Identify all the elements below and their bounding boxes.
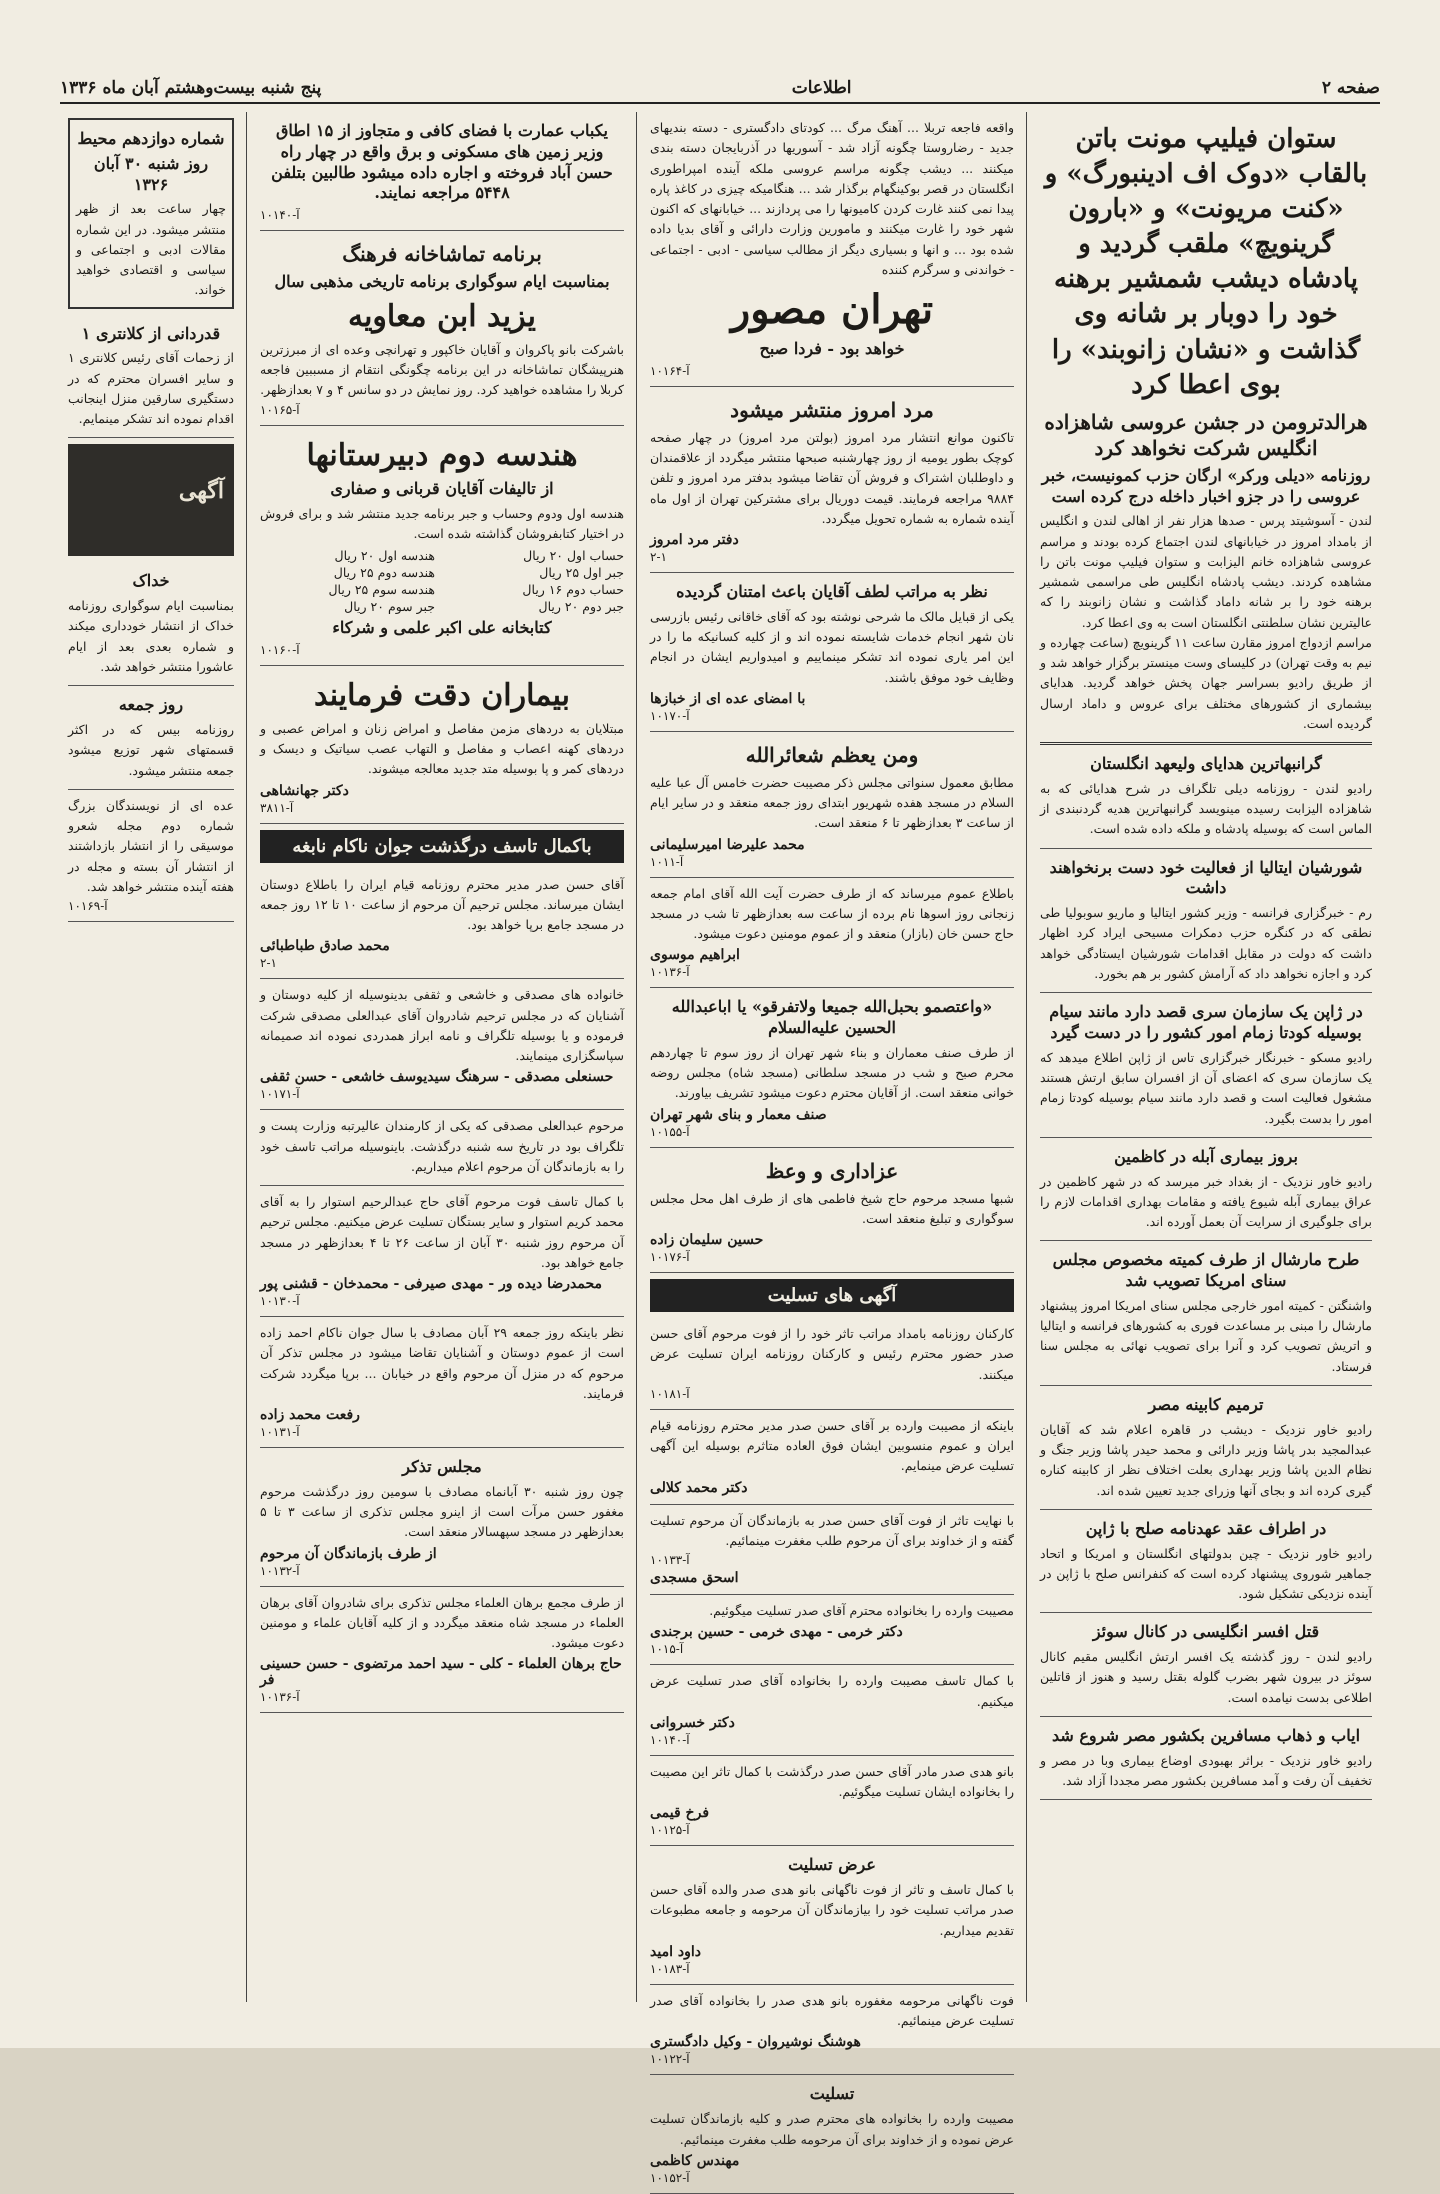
column-3 xyxy=(252,112,632,2002)
notice-headline: قدردانی از کلانتری ۱ xyxy=(81,323,221,343)
article-headline: بروز بیماری آبله در کاظمین xyxy=(1114,1146,1298,1166)
price-item: حساب اول ۲۰ ریال xyxy=(523,548,624,564)
obituary xyxy=(260,1587,624,1714)
article-body: رادیو خاور نزدیک - چین بدولتهای انگلستان و امریکا و اتحاد جماهیر شوروی پیشنهاد کرده است که کنفرانس صلح با ژاپن در آینده نزدیکی تشکیل شود. xyxy=(1040,1545,1372,1602)
ad-code: آ-۱۰۱۳۲ xyxy=(260,1563,300,1578)
price-item: جبر سوم ۲۰ ریال xyxy=(344,599,435,615)
condolence-heading: تسلیت xyxy=(809,2084,855,2104)
condolence xyxy=(650,1505,1014,1596)
notice-signature: محمد علیرضا امیرسلیمانی xyxy=(650,836,805,853)
book-ad xyxy=(260,426,624,666)
notice-body: از زحمات آقای رئیس کلانتری ۱ و سایر افسران محترم که در دستگیری سارقین منزل اینجانب اقدام نموده اند تشکر مینمایم. xyxy=(68,350,234,427)
notice xyxy=(68,686,234,790)
obituary xyxy=(260,1317,624,1448)
issue-date: پنج شنبه بیست‌وهشتم آبان ماه ۱۳۳۶ xyxy=(60,78,322,98)
notice xyxy=(650,387,1014,573)
theater-ad xyxy=(260,231,624,426)
ad-code: آ-۱۰۱۴۰ xyxy=(650,1732,690,1747)
condolence-signature: دکتر خرمی - مهدی خرمی - حسین برجندی xyxy=(650,1624,903,1641)
notice xyxy=(650,573,1014,732)
book-body: هندسه اول ودوم وحساب و جبر برنامه جدید منتشر شد و برای فروش در اختیار کتابفروشان گذاشته شده است. xyxy=(260,505,624,541)
notice-signature: صنف معمار و بنای شهر تهران xyxy=(650,1106,827,1123)
obituary-banner: باکمال تاسف درگذشت جوان ناکام نابغه xyxy=(260,830,624,863)
medical-ad xyxy=(260,666,624,824)
article-headline: قتل افسر انگلیسی در کانال سوئز xyxy=(1092,1622,1320,1642)
notice-body: عده ای از نویسندگان بزرگ شماره دوم مجله شعرو موسیقی را از انتشار بازداشتند از انتشار آن بسته و مجله در هفته آینده منتشر خواهد شد. xyxy=(68,797,234,894)
condolence-signature: دکتر خسروانی xyxy=(650,1714,735,1731)
article-body: رادیو مسکو - خبرنگار خبرگزاری تاس از ژاپن اطلاع میدهد که یک سازمان سری که اعضای آن از افسران سابق ارتش هستند مشغول فعالیت است و قصد دارد مانند سیام بوسیله کودتا زمام امور را بدست بگیرد. xyxy=(1040,1049,1372,1126)
ad-code: آ-۱۰۱۳۰ xyxy=(260,1294,300,1309)
price-item: جبر دوم ۲۰ ریال xyxy=(538,599,624,615)
condolence-signature: مهندس کاظمی xyxy=(650,2152,740,2169)
ad-code: آ-۱۰۱۷۶ xyxy=(650,1250,690,1265)
condolence-body: با نهایت تاثر از فوت آقای حسن صدر به بازماندگان آن مرحوم تسلیت گفته و از خداوند برای آن مرحوم طلب مغفرت مینمائیم. xyxy=(650,1512,1014,1548)
obituary-signature: محمدرضا دیده ور - مهدی صیرفی - محمدخان - قشنی پور xyxy=(260,1276,603,1293)
notice-body: شبها مسجد مرحوم حاج شیخ فاطمی های از طرف اهل محل مجلس سوگواری و تبلیغ منعقد است. xyxy=(650,1190,1014,1226)
condolence xyxy=(650,2075,1014,2193)
masthead xyxy=(60,58,1380,104)
article xyxy=(1040,1386,1372,1510)
column-1 xyxy=(1032,112,1380,2002)
condolence-body: باینکه از مصیبت وارده بر آقای حسن صدر مدیر محترم روزنامه قیام ایران و عموم منسوبین ایشان فوق العاده متاثرم بوسیله این آگهی تسلیت عرض مینمایم. xyxy=(650,1417,1014,1474)
ad-code: آ-۱۰۱۶۹ xyxy=(68,899,108,914)
ad-code: آ-۱۰۱۸۳ xyxy=(650,1961,690,1976)
notice-body: یکی از قبایل مالک ما شرحی نوشته بود که آقای خاقانی رئیس بازرسی نان شهر انجام خدمات شایسته نموده اند و از کلیه کسانیکه ما را در این امر یاری نموده اند تشکر مینماییم و امیدواریم ایشان در انجام وظایف خود موفق باشند. xyxy=(650,608,1014,685)
ad-code: آ-۱۰۱۳۶ xyxy=(260,1690,300,1705)
notice-body: تاکنون موانع انتشار مرد امروز (بولتن مرد امروز) در چهار صفحه کوچک بطور یومیه از روز چهارشنبه صبحها منتشر میگردد از علاقمندان و داوطلبان اشتراک و فروش آن تقاضا میشود بدفتر مرد امروز و تلفن ۹۸۸۴ مراجعه فرمایند. قیمت دوریال برای مشترکین تهران از اول ماه آینده شماره به شماره تحویل میگردد. xyxy=(650,429,1014,526)
notice-body: از طرف صنف معماران و بناء شهر تهران از روز سوم تا چهاردهم محرم صبح و شب در مسجد سلطانی (مسجد شاه) مجلس روضه خوانی منعقد است. از آقایان محترم دعوت میشود تشریف بیاورند. xyxy=(650,1044,1014,1101)
tehran-mosavar-tag: خواهد بود - فردا صبح xyxy=(759,339,905,358)
condolence-heading: آگهی های تسلیت xyxy=(650,1279,1014,1312)
medical-headline: بیماران دقت فرمایند xyxy=(313,677,571,713)
condolence xyxy=(650,1595,1014,1665)
ad-code: ۲-۱ xyxy=(260,956,277,971)
notice-signature: ابراهیم موسوی xyxy=(650,947,740,964)
lead-body: مراسم ازدواج امروز مقارن ساعت ۱۱ گرینویچ (ساعت چهارده و نیم به وقت تهران) در کلیسای وست مینستر برگزار خواهد شد و از طریق رادیو بسراسر جهان پخش خواهد گردید. هدایای بیشماری از کشورهای مختلف برای عروس و داماد ارسال گردیده است. xyxy=(1040,634,1373,731)
condolence-body: با کمال تاسف مصیبت وارده را بخانواده آقای صدر تسلیت عرض میکنیم. xyxy=(650,1673,1014,1709)
theater-body: باشرکت بانو پاکروان و آقایان خاکپور و تهرانچی وعده ای از مبرزترین هنرپیشگان تماشاخانه در این برنامه چگونگی انتقام از مسببین فاجعه کربلا را مشاهده خواهید کرد. روز نمایش در دو سانس ۴ و ۷ بعدازظهر. xyxy=(260,341,624,398)
notice xyxy=(650,988,1014,1147)
page-number: صفحه ۲ xyxy=(1321,78,1380,98)
image-caption: آگهی xyxy=(178,478,224,505)
notice-headline: روز جمعه xyxy=(118,695,184,715)
notice-headline: نظر به مراتب لطف آقایان باعث امتنان گردیده xyxy=(676,582,988,602)
obituary-body: با کمال تاسف فوت مرحوم آقای حاج عبدالرحیم استوار را به آقای محمد کریم استوار و سایر بستگان تسلیت عرض میکنیم. مجلس ترحیم آن مرحوم روز شنبه ۳۰ آبان از ساعت ۲۶ تا ۴ بعدازظهر در مسجد جامع خواهد بود. xyxy=(260,1194,625,1270)
notice-signature: دفتر مرد امروز xyxy=(650,532,739,549)
book-authors: از تالیفات آقایان قربانی و صفاری xyxy=(330,478,554,498)
article-headline: گرانبهاترین هدایای ولیعهد انگلستان xyxy=(1090,754,1322,774)
condolence-body: مصیبت وارده را بخانواده محترم آقای صدر تسلیت میگوئیم. xyxy=(709,1603,1014,1619)
condolence-signature: داود امید xyxy=(650,1943,701,1960)
contents-list: واقعه فاجعه تربلا ... آهنگ مرگ ... کودتای دادگستری - دسته بندیهای جدید - رضاروستا چگونه آزاد شد - آسوریها در آذربایجان دسته بندی میکنند ... دیشب چگونه مراسم عروسی ملکه آینده امپراطوری انگلستان در قصر بوکینگهام برگذار شد ... هنگامیکه چیزی در کاغذ پاره پیدا نمی کنند غارت کردن کامیونها را می پردازند ... خیابانهای که اکنون شهر خود را غارت میکنند و مامورین وزارت دارائی و آقای بدیا داده شده بود ... و انها و بسیاری دیگر از مطالب سیاسی - ادبی - اجتماعی - خواندنی و سرگرم کننده xyxy=(650,120,1014,277)
obituary-body: چون روز شنبه ۳۰ آبانماه مصادف با سومین روز درگذشت مرحوم مغفور حسن مرآت است از اینرو مجلس تذکری از ساعت ۳ تا ۵ بعدازظهر در مسجد سپهسالار منعقد است. xyxy=(260,1483,625,1540)
price-item: هندسه سوم ۲۵ ریال xyxy=(328,582,435,598)
ad-code: آ-۱۰۱۶۴ xyxy=(650,363,690,378)
notice-headline: خداک xyxy=(132,571,170,591)
article-headline: شورشیان ایتالیا از فعالیت خود دست برنخواهند داشت xyxy=(1049,857,1363,898)
price-list xyxy=(260,548,624,614)
theater-title: یزید ابن معاویه xyxy=(347,298,536,334)
lead-subheadline: هرالدترومن در جشن عروسی شاهزاده انگلیس شرکت نخواهد کرد xyxy=(1044,409,1368,460)
column-rule xyxy=(1026,112,1027,2002)
obituary xyxy=(260,1448,624,1587)
column-rule xyxy=(636,112,637,2002)
obituary-body: نظر باینکه روز جمعه ۲۹ آبان مصادف با سال جوان ناکام احمد زاده است از عموم دوستان و آشنایان تقاضا میشود در مجلس تذکر آن مرحوم که در منزل آن مرحوم واقع در خیابان ... برپا میگردد شرکت فرمایند. xyxy=(260,1325,624,1401)
article-headline: در ژاپن یک سازمان سری قصد دارد مانند سیام بوسیله کودتا زمام امور کشور را در دست گیرد xyxy=(1049,1002,1363,1043)
condolence-body: بانو هدی صدر مادر آقای حسن صدر درگذشت با کمال تاثر این مصیبت را بخانواده ایشان تسلیت میگوئیم. xyxy=(650,1763,1014,1800)
article xyxy=(1040,993,1372,1138)
obituary-body: آقای حسن صدر مدیر محترم روزنامه قیام ایران را باطلاع دوستان ایشان میرساند. مجلس ترحیم آن مرحوم از ساعت ۱۰ تا ۱۲ روز جمعه در مسجد جامع برپا خواهد بود. xyxy=(260,876,625,933)
column-rule xyxy=(246,112,247,2002)
article xyxy=(1040,1138,1372,1242)
condolence-body: فوت ناگهانی مرحومه مغفوره بانو هدی صدر را بخانواده آقای صدر تسلیت عرض مینمائیم. xyxy=(650,1992,1014,2029)
notice-signature: با امضای عده ای از خبازها xyxy=(650,690,806,707)
condolence xyxy=(650,1318,1014,1410)
ad-code: آ-۱۰۱۳۱ xyxy=(260,1425,300,1440)
condolence-signature: دکتر محمد کلالی xyxy=(650,1479,748,1496)
article xyxy=(1040,1717,1372,1800)
ad-code: آ-۳۸۱۱ xyxy=(260,800,294,815)
theater-subheading: بمناسبت ایام سوگواری برنامه تاریخی مذهبی سال xyxy=(274,272,610,292)
condolence-body: کارکنان روزنامه بامداد مراتب تاثر خود را از فوت مرحوم آقای حسن صدر حضور محترم رئیس و کارکنان روزنامه ایران تسلیت عرض میکنند. xyxy=(650,1326,1014,1382)
notice-headline: «واعتصمو بحبل‌الله جمیعا ولاتفرقو» یا اباعبدالله الحسین علیه‌السلام xyxy=(671,997,993,1038)
condolence-signature: فرخ قیمی xyxy=(650,1805,710,1822)
real-estate-ad xyxy=(260,112,624,231)
lead-deck: روزنامه «دیلی ورکر» ارگان حزب کمونیست، خبر عروسی را در جزو اخبار داخله درج کرده است xyxy=(1041,465,1371,506)
ad-code: آ-۱۰۱۷۱ xyxy=(260,1087,300,1102)
obituary-heading: مجلس تذکر xyxy=(402,1457,482,1477)
lead-body: لندن - آسوشیتد پرس - صدها هزار نفر از اهالی لندن و انگلیس از بامداد امروز در خیابانهای لندن اجتماع کرده بودند و مراسم عروسی شاهزاده خانم الیزابت و ستوان فیلیپ مونت باتن را مشاهده کردند. دیشب پادشاه انگلیس طی مراسمی شمشیر برهنه خود را بر شانه داماد گذاشت و نشان زانوبند را که عالیترین نشان سلطنتی انگلستان است به وی اعطا کرد. xyxy=(1040,513,1372,630)
ad-code: آ-۱۰۱۵۲ xyxy=(650,2170,690,2185)
obituary xyxy=(260,1110,624,1186)
tehran-mosavar-title: تهران مصور xyxy=(730,286,934,333)
ad-code: آ-۱۰۱۶۵ xyxy=(260,402,300,417)
article-headline: طرح مارشال از طرف کمیته مخصوص مجلس سنای امریکا تصویب شد xyxy=(1052,1250,1360,1291)
notice xyxy=(68,790,234,922)
magazine-date: روز شنبه ۳۰ آبان ۱۳۲۶ xyxy=(93,153,209,194)
condolence xyxy=(650,1410,1014,1505)
obituary xyxy=(260,979,624,1110)
article xyxy=(1040,745,1372,849)
obituary-signature: حسنعلی مصدقی - سرهنگ سیدیوسف خاشعی - حسن ثقفی xyxy=(260,1069,614,1086)
notice-body: باطلاع عموم میرساند که از طرف حضرت آیت الله آقای امام جمعه زنجانی روز اسوها نام برده از ساعت سه بعدازظهر تا شب در مسجد حاج حسن خان (بازار) منعقد و از عموم مومنین دعوت میشود. xyxy=(650,885,1014,942)
obituary-signature: رفعت محمد زاده xyxy=(260,1407,360,1424)
condolence-body: مصیبت وارده را بخانواده های محترم صدر و کلیه بازماندگان تسلیت عرض نموده و از خداوند برای آن مرحومه طلب مغفرت مینمائیم. xyxy=(650,2111,1014,2147)
notice xyxy=(650,1148,1014,1274)
article-headline: ترمیم کابینه مصر xyxy=(1148,1394,1264,1414)
article xyxy=(1040,1613,1372,1717)
article xyxy=(1040,1241,1372,1386)
column-2 xyxy=(642,112,1022,2185)
notice xyxy=(650,878,1014,989)
ad-code: آ-۱۰۱۱ xyxy=(650,854,684,869)
notice-headline: عزاداری و وعظ xyxy=(765,1158,899,1183)
obituary-body: خانواده های مصدقی و خاشعی و ثقفی بدینوسیله از کلیه دوستان و آشنایان که در مجلس ترحیم شادروان آقای عبدالعلی مصدقی شرکت فرموده و یا بوسیله تلگراف و نامه ابراز همدردی نموده اند صمیمانه سپاسگزاری مینمایند. xyxy=(260,987,624,1064)
notice-body: بمناسبت ایام سوگواری روزنامه خداک از انتشار خودداری میکند و شماره بعدی بعد از ایام عاشورا منتشر خواهد شد. xyxy=(68,598,234,674)
obituary-signature: محمد صادق طباطبائی xyxy=(260,938,390,955)
notice-headline: مرد امروز منتشر میشود xyxy=(730,397,934,422)
ad-code: ۲-۱ xyxy=(650,550,667,565)
paper-name: اطلاعات xyxy=(791,78,852,98)
medical-signature: دکتر جهانشاهی xyxy=(260,782,349,799)
book-title: هندسه دوم دبیرستانها xyxy=(306,437,578,473)
condolence-heading: عرض تسلیت xyxy=(788,1855,876,1875)
article-body: رادیو خاور نزدیک - براثر بهبودی اوضاع بیماری وبا در مصر و تخفیف آن رفت و آمد مسافرین بکشور مصر مجددا آزاد شد. xyxy=(1040,1752,1372,1788)
condolence-signature: هوشنگ نوشیروان - وکیل دادگستری xyxy=(650,2034,861,2051)
magazine-body: چهار ساعت بعد از ظهر منتشر میشود. در این شماره مقالات ادبی و اجتماعی و سیاسی و اقتصادی خواهید خواند. xyxy=(76,201,226,298)
notice xyxy=(68,315,234,439)
condolence-signature: اسحق مسجدی xyxy=(650,1570,739,1587)
obituary xyxy=(260,1186,624,1317)
book-publisher: کتابخانه علی اکبر علمی و شرکاء xyxy=(332,618,552,638)
article-headline: در اطراف عقد عهدنامه صلح با ژاپن xyxy=(1085,1518,1327,1538)
notice-signature: حسین سلیمان زاده xyxy=(650,1232,764,1249)
obituary-body: مرحوم عبدالعلی مصدقی که یکی از کارمندان عالیرتبه وزارت پست و تلگراف بود در تاریخ سه شنبه درگذشت. باینوسیله مراتب تاسف خود را به بازماندگان آن مرحوم اعلام میداریم. xyxy=(260,1118,624,1174)
article xyxy=(1040,1510,1372,1614)
ad-code: آ-۱۰۱۳۶ xyxy=(650,965,690,980)
article-body: واشنگتن - کمیته امور خارجی مجلس سنای امریکا امروز پیشنهاد مارشال را مبنی بر مساعدت فوری به کشورهای فرانسه و ایتالیا و اتریش تصویب کرد و آنرا برای تصویب نهائی به مجلس سنا فرستاد. xyxy=(1040,1297,1372,1374)
article-body: رادیو لندن - روز گذشته یک افسر ارتش انگلیس مقیم کانال سوئز در بیرون شهر بضرب گلوله بقتل رسید و هنوز از قاتلین اطلاعی بدست نیامده است. xyxy=(1040,1649,1372,1705)
lead-headline: ستوان فیلیپ مونت باتن بالقاب «دوک اف ادینبورگ» و «کنت مریونت» و «بارون گرینویچ» ملقب گردید و پادشاه دیشب شمشیر برهنه خود را دوبار بر شانه وی گذاشت و «نشان زانوبند» را بوی اعطا کرد xyxy=(1044,124,1368,400)
article-body: رم - خبرگزاری فرانسه - وزیر کشور ایتالیا و ماریو سوبولیا طی نطقی که در کنگره حزب دمکرات مسیحی ایراد کرد اظهار داشت که دولت در مقابل اقدامات شورشیان ایستادگی خواهد کرد و اجازه نخواهد داد که آرامش کشور بر هم بخورد. xyxy=(1040,905,1372,981)
article xyxy=(1040,849,1372,994)
ad-code: آ-۱۰۱۵۵ xyxy=(650,1124,690,1139)
printed-image xyxy=(68,444,234,556)
notice xyxy=(650,732,1014,878)
article-body: رادیو خاور نزدیک - دیشب در قاهره اعلام شد که آقایان عبدالمجید بدر پاشا وزیر دارائی و محمد حیدر پاشا وزیر جنگ و نظام الدین پاشا وزیر بهداری بعلت اختلاف نظر از کابینه کناره گیری کرده اند و بجای آنها وزرای جدید تعیین شده اند. xyxy=(1040,1421,1372,1498)
obituary-signature: حاج برهان العلماء - کلی - سید احمد مرتضوی - حسن حسینی فر xyxy=(260,1656,622,1689)
notice-body: مطابق معمول سنواتی مجلس ذکر مصیبت حضرت خامس آل عبا علیه السلام در مسجد هفده شهریور ابتدای روز جمعه منعقد و در سایر ایام از ساعت ۳ بعدازظهر تا ۶ منعقد است. xyxy=(650,774,1014,831)
price-item: حساب دوم ۱۶ ریال xyxy=(522,582,624,598)
medical-body: مبتلایان به دردهای مزمن مفاصل و امراض زنان و امراض عصبی و دردهای کهنه اعصاب و مفاصل و التهاب عصب سیاتیک و دیسک و دردهای کمر و پا بوسیله متد جدید معالجه میشوند. xyxy=(260,720,624,777)
ad-code: آ-۱۰۱۵ xyxy=(650,1642,684,1657)
column-4 xyxy=(60,112,242,2002)
obituary-signature: از طرف بازماندگان آن مرحوم xyxy=(260,1545,437,1562)
notice xyxy=(68,562,234,686)
theater-heading: برنامه تماشاخانه فرهنگ xyxy=(342,242,542,267)
price-item: هندسه اول ۲۰ ریال xyxy=(334,548,435,564)
ad-code: آ-۱۰۱۸۱ xyxy=(650,1386,690,1401)
ad-code: آ-۱۰۱۳۳ xyxy=(650,1553,690,1568)
notice-body: روزنامه بیس که در اکثر قسمتهای شهر توزیع میشود جمعه منتشر میشود. xyxy=(68,722,234,778)
ad-code: آ-۱۰۱۶۰ xyxy=(260,642,300,657)
article-body: رادیو خاور نزدیک - از بغداد خبر میرسد که در شهر کاظمین در عراق بیماری آبله شیوع یافته و مقامات بهداری اقدامات لازم را برای جلوگیری از سرایت آن بعمل آورده اند. xyxy=(1040,1173,1372,1230)
notice-headline: ومن یعظم شعائرالله xyxy=(745,742,919,767)
condolence-body: با کمال تاسف و تاثر از فوت ناگهانی بانو هدی صدر والده آقای حسن صدر مراتب تسلیت خود را بیازماندگان آن مرحومه و جامعه مطبوعات تقدیم میداریم. xyxy=(650,1882,1014,1938)
price-item: جبر اول ۲۵ ریال xyxy=(539,565,624,581)
obituary-body: از طرف مجمع برهان العلماء مجلس تذکری برای شادروان آقای برهان العلماء در مسجد شاه منعقد میگردد و از کلیه آقایان علماء و مومنین دعوت میشود. xyxy=(260,1594,624,1651)
ad-code: آ-۱۰۱۴۰ xyxy=(260,208,300,223)
magazine-heading: شماره دوازدهم محیط xyxy=(77,129,225,148)
price-item: هندسه دوم ۲۵ ریال xyxy=(333,565,435,581)
lead-article xyxy=(1040,112,1372,745)
article-body: رادیو لندن - روزنامه دیلی تلگراف در شرح هدایائی که به شاهزاده الیزابت رسیده مینویسد گرانبهاترین هدیه گردنبندی از الماس است که بوسیله پادشاه و ملکه داده شده است. xyxy=(1040,780,1372,837)
article-headline: ایاب و ذهاب مسافرین بکشور مصر شروع شد xyxy=(1051,1725,1361,1745)
condolence xyxy=(650,1846,1014,1985)
ad-code: آ-۱۰۱۲۲ xyxy=(650,2052,690,2067)
ad-headline: یکباب عمارت با فضای کافی و متجاوز از ۱۵ اطاق وزیر زمین های مسکونی و برق واقع در چهار راه حسن آباد فروخته و اجاره داده میشود طالبین بتلفن ۵۴۴۸ مراجعه نمایند. xyxy=(271,121,613,203)
condolence xyxy=(650,1756,1014,1847)
ad-code: آ-۱۰۱۷۰ xyxy=(650,708,690,723)
tehran-mosavar-ad xyxy=(650,112,1014,387)
magazine-ad xyxy=(68,118,234,309)
condolence xyxy=(650,1985,1014,2076)
obituary xyxy=(260,869,624,980)
condolence xyxy=(650,1665,1014,1756)
ad-code: آ-۱۰۱۲۵ xyxy=(650,1823,690,1838)
